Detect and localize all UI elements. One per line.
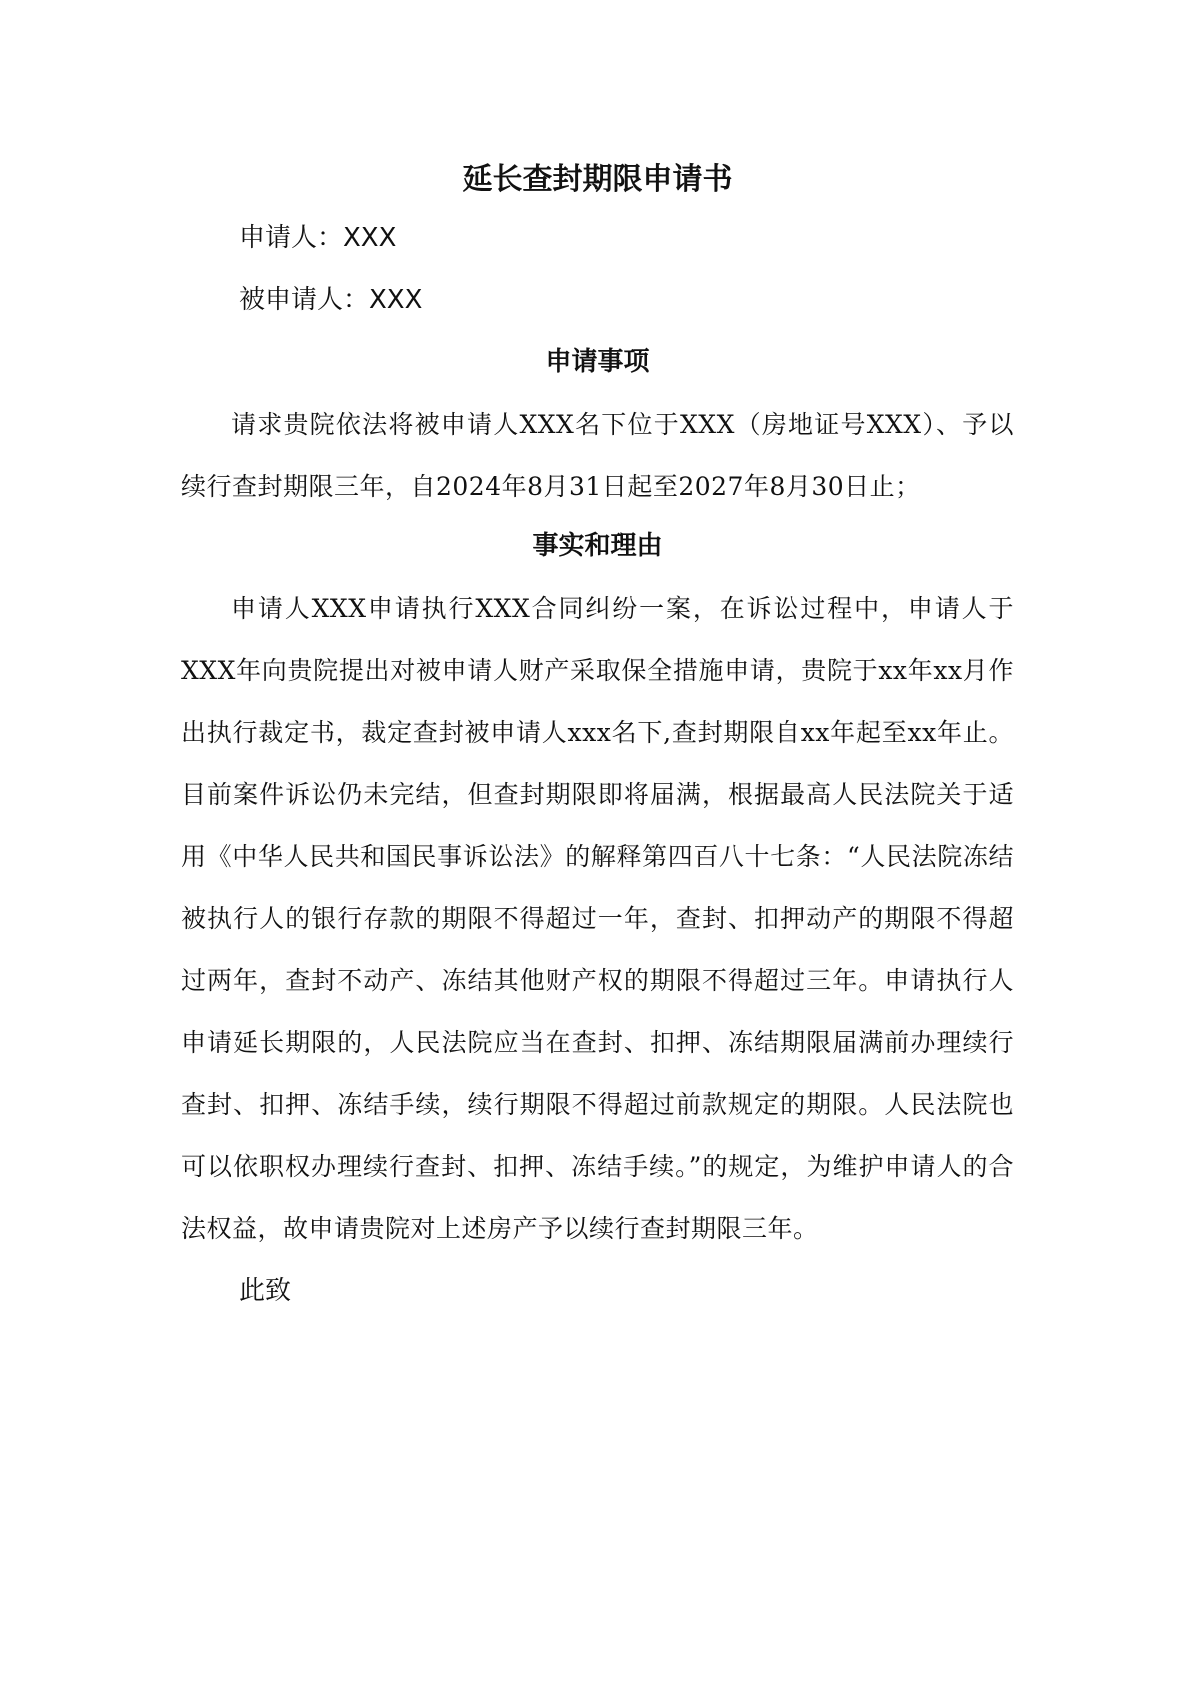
request-paragraph: 请求贵院依法将被申请人XXX名下位于XXX（房地证号XXX）、予以续行查封期限三年，自2024年8月31日起至2027年8月30日止； (181, 410, 1014, 501)
applicant-line: 申请人：XXX (239, 223, 397, 253)
document-title: 延长查封期限申请书 (462, 162, 733, 197)
request-heading: 申请事项 (545, 347, 650, 377)
facts-paragraph: 申请人XXX申请执行XXX合同纠纷一案，在诉讼过程中，申请人于XXX年向贵院提出对被申请人财产采取保全措施申请，贵院于xx年xx月作出执行裁定书，裁定查封被申请人xxx名下,查封期限自xx年起至xx年止。目前案件诉讼仍未完结，但查封期限即将届满，根据最高人民法院关于适用《中华人民共和国民事诉讼法》的解释第四百八十七条：“人民法院冻结被执行人的银行存款的期限不得超过一年，查封、扣押动产的期限不得超过两年，查封不动产、冻结其他财产权的期限不得超过三年。申请执行人申请延长期限的，人民法院应当在查封、扣押、冻结期限届满前办理续行查封、扣押、冻结手续，续行期限不得超过前款规定的期限。人民法院也可以依职权办理续行查封、扣押、冻结手续。”的规定，为维护申请人的合法权益，故申请贵院对上述房产予以续行查封期限三年。 (181, 594, 1014, 1243)
facts-heading: 事实和理由 (532, 531, 663, 561)
closing-salutation: 此致 (239, 1276, 292, 1306)
document-body (181, 160, 1014, 1322)
respondent-line: 被申请人：XXX (239, 285, 423, 315)
